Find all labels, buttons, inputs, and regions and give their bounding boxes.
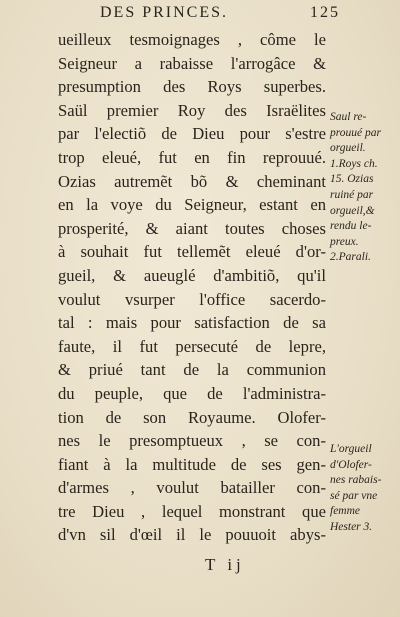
text-line: tal : mais pour satisfaction de sa bbox=[58, 313, 326, 333]
body-text bbox=[58, 28, 326, 547]
margin-note-line: ruiné par bbox=[330, 188, 374, 201]
page-header bbox=[100, 4, 340, 26]
text-line: tion de son Royaume. Olofer- bbox=[58, 407, 326, 427]
text-line: & priué tant de la communion bbox=[58, 360, 326, 380]
text-line: d'armes , voulut batailler con- bbox=[58, 478, 326, 498]
signature-mark: T ij bbox=[205, 555, 245, 574]
text-line: gueil, & aueuglé d'ambitiõ, qu'il bbox=[58, 265, 326, 285]
margin-note-olofernes bbox=[330, 442, 381, 536]
text-line: Ozias autremẽt bõ & cheminant bbox=[58, 171, 326, 191]
margin-note-line: 1.Roys ch. bbox=[330, 157, 378, 170]
text-line: fiant à la multitude de ses gen- bbox=[58, 454, 326, 474]
text-line: en la voye du Seigneur, estant en bbox=[58, 195, 326, 215]
text-line: d'vn sil d'œil il le pouuoit abys- bbox=[58, 525, 326, 545]
margin-note-line: orgueil,& bbox=[330, 204, 375, 217]
text-line: ueilleux tesmoignages , côme le bbox=[58, 30, 326, 49]
text-line: presumption des Roys superbes. bbox=[58, 77, 326, 97]
text-line: trop eleué, fut en fin reprouué. bbox=[58, 147, 326, 167]
margin-note-line: preux. bbox=[330, 235, 359, 248]
margin-note-line: sé par vne bbox=[330, 489, 378, 502]
text-line: tre Dieu , lequel monstrant que bbox=[58, 501, 326, 521]
margin-note-line: Hester 3. bbox=[330, 520, 373, 533]
margin-note-line: d'Olofer- bbox=[330, 458, 372, 471]
margin-note-line: 15. Ozias bbox=[330, 173, 374, 186]
margin-note-line: femme bbox=[330, 505, 361, 518]
text-line: à souhait fut tellemẽt eleué d'or- bbox=[58, 242, 326, 262]
margin-note-line: L'orgueil bbox=[330, 443, 372, 455]
margin-note-line: prouué par bbox=[330, 126, 382, 139]
text-line: nes le presomptueux , se con- bbox=[58, 431, 326, 451]
text-line: par l'electiõ de Dieu pour s'estre bbox=[58, 124, 326, 144]
margin-note-line: 2.Parali. bbox=[330, 251, 371, 264]
margin-note-saul-ozias bbox=[330, 110, 381, 266]
text-line: prosperité, & aiant toutes choses bbox=[58, 218, 326, 238]
text-line: Seigneur a rabaisse l'arrogâce & bbox=[58, 53, 326, 73]
text-line: voulut vsurper l'office sacerdo- bbox=[58, 289, 326, 309]
margin-note-line: rendu le- bbox=[330, 220, 372, 233]
text-line: Saül premier Roy des Israëlites bbox=[58, 100, 326, 120]
running-title: DES PRINCES. bbox=[100, 4, 229, 21]
margin-note-line: orgueil. bbox=[330, 142, 366, 155]
text-line: faute, il fut persecuté de lepre, bbox=[58, 336, 326, 356]
margin-note-line: nes rabais- bbox=[330, 474, 382, 487]
page-number: 125 bbox=[310, 4, 340, 21]
margin-note-line: Saul re- bbox=[330, 111, 367, 123]
text-line: du peuple, que de l'administra- bbox=[58, 383, 326, 403]
